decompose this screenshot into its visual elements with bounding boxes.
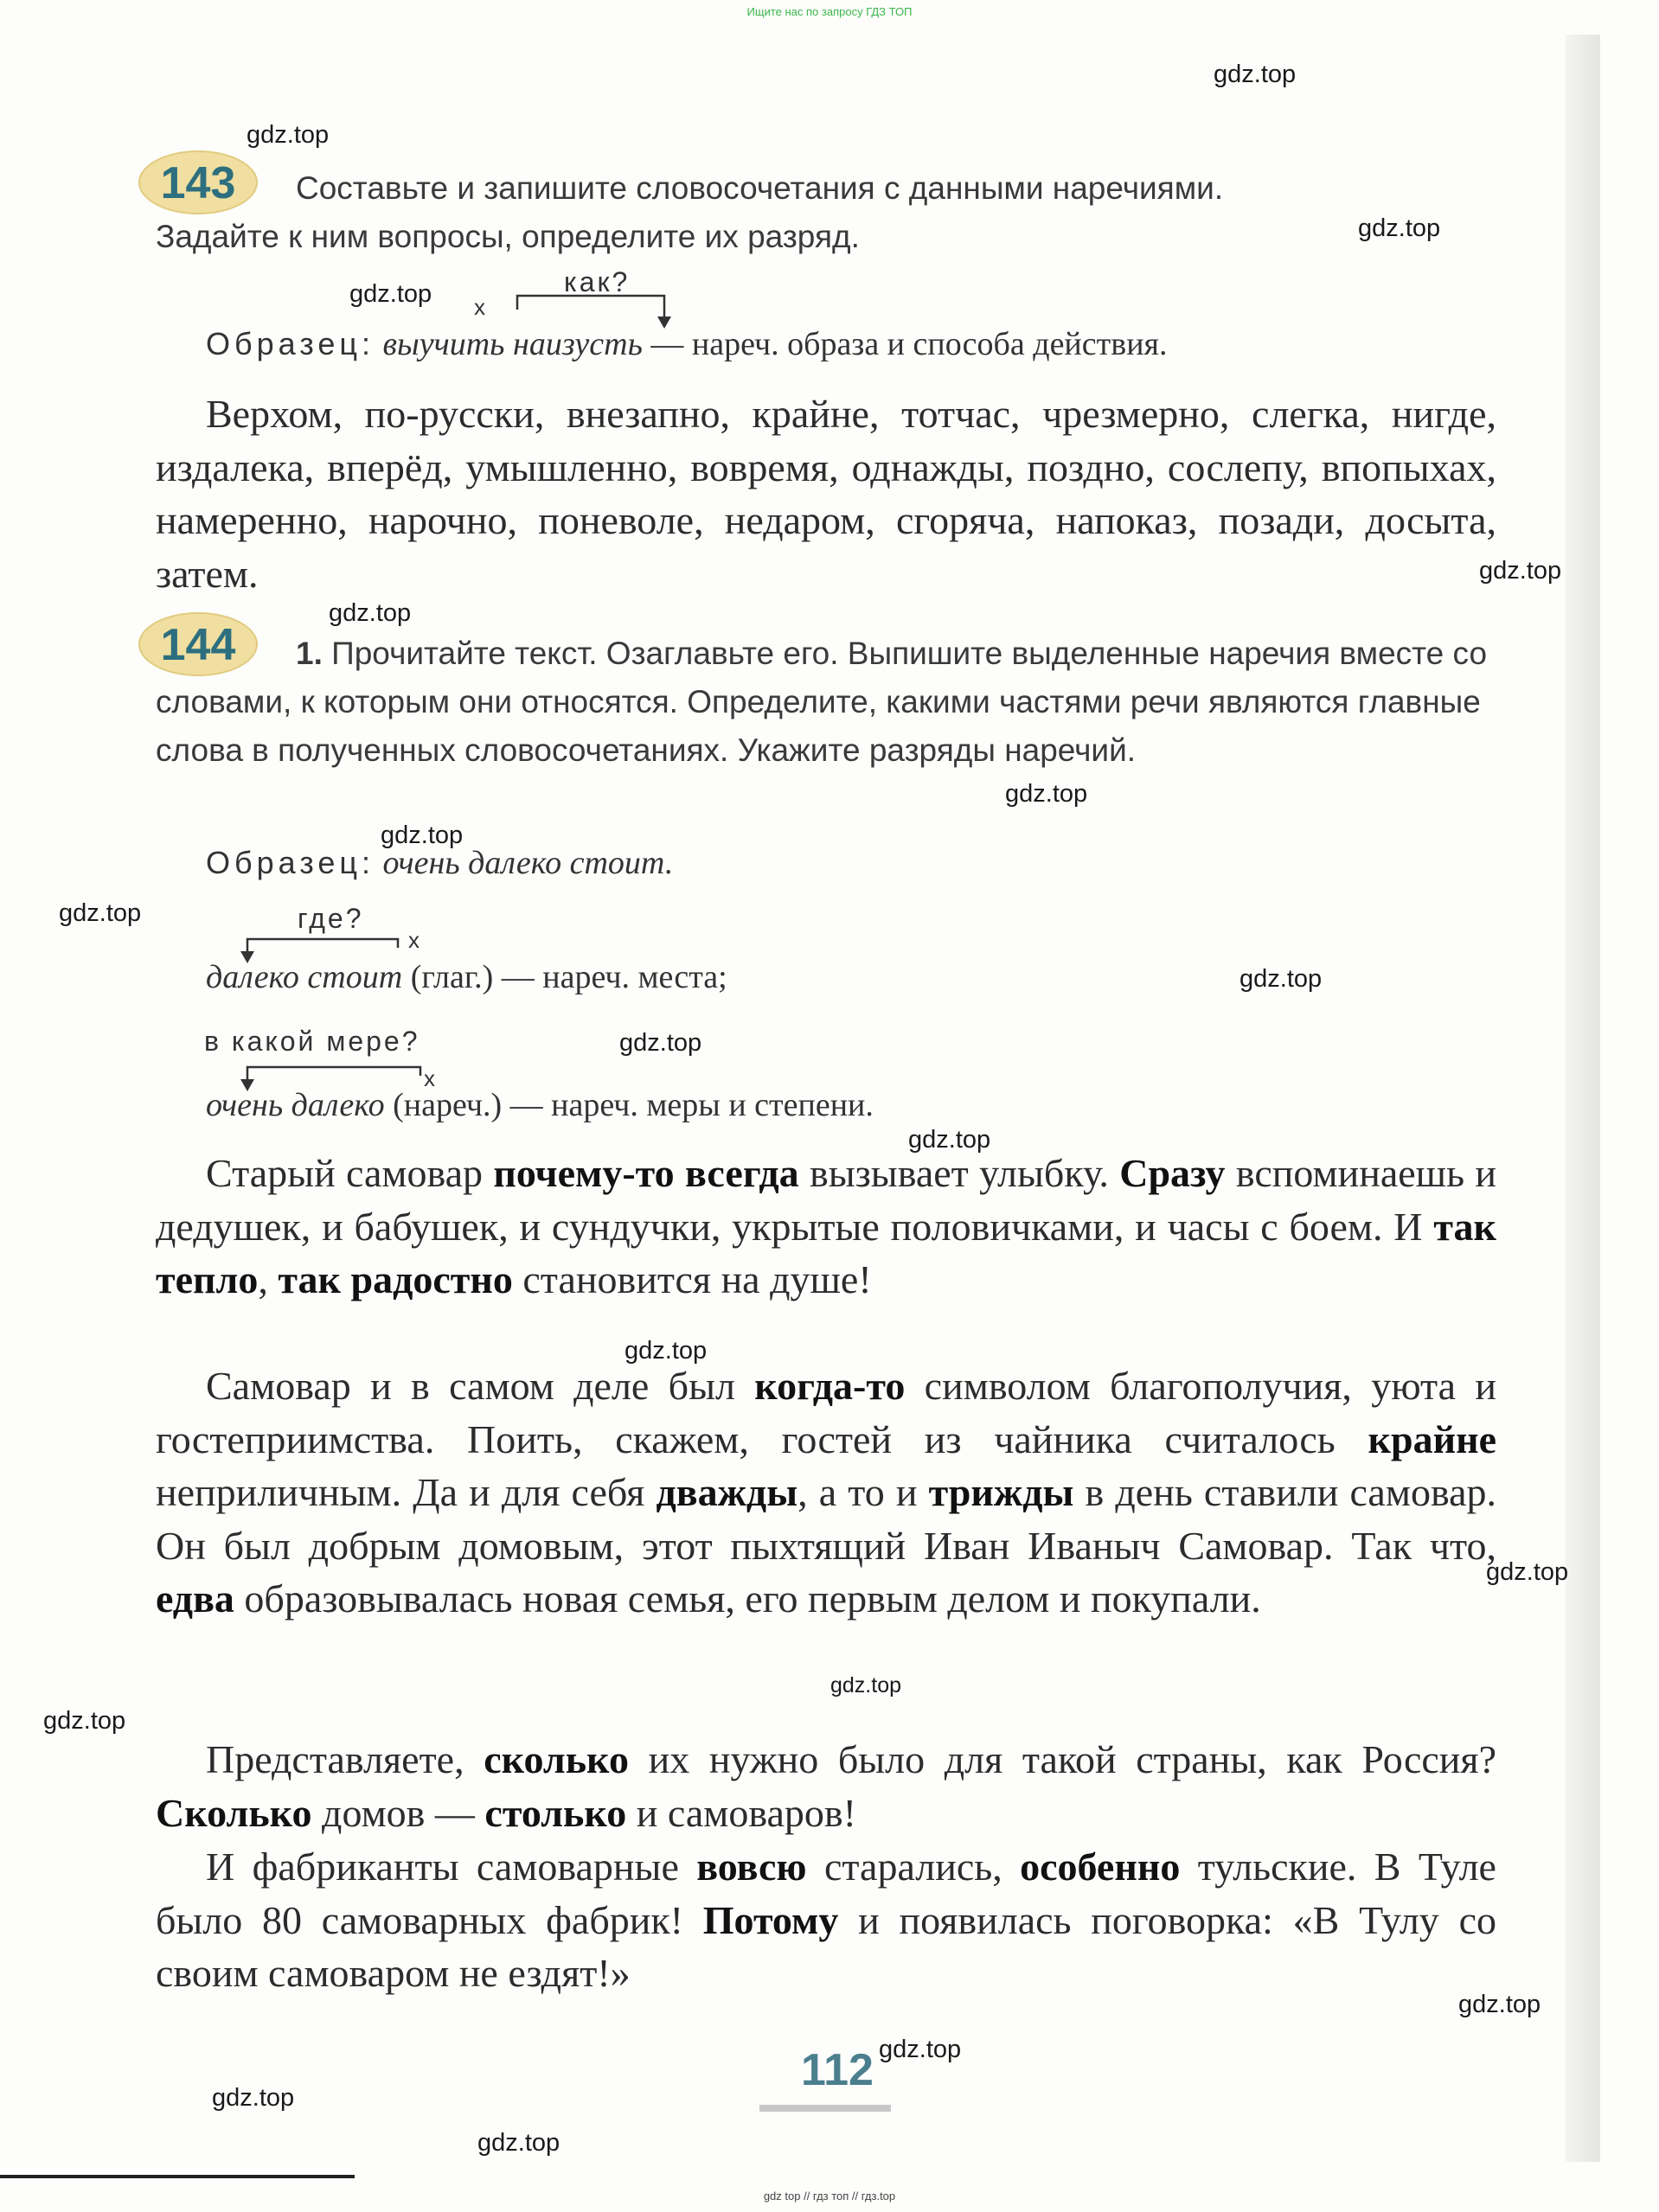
text-paragraph-4 (156, 1840, 1496, 2000)
sample-phrase: очень далеко стоит. (382, 845, 674, 881)
text-run: становится на душе! (512, 1257, 872, 1301)
task-number: 1. (296, 636, 323, 671)
footer-rule (0, 2175, 355, 2178)
text-run: домов — (311, 1790, 485, 1835)
watermark: gdz.top (59, 899, 142, 927)
exercise-number: 143 (160, 158, 236, 208)
highlighted-adverb: тепло (156, 1257, 259, 1301)
text-run: И фабриканты самоварные (206, 1844, 697, 1889)
text-paragraph-3 (156, 1733, 1496, 1839)
text-run: , а то и (797, 1470, 929, 1514)
highlighted-adverb: всегда (685, 1151, 799, 1195)
exercise-144-task (156, 630, 1496, 775)
footer-note: gdz top // гдз топ // гдз.top (763, 2190, 896, 2202)
text-run: и появилась поговорка: «В Тулу со своим самоваром не ездят!» (156, 1897, 1496, 1995)
text-run: их нужно было для такой страны, как Россия? (628, 1737, 1496, 1781)
watermark: gdz.top (1358, 214, 1441, 242)
highlighted-adverb: Потому (702, 1897, 839, 1942)
sample-phrase: очень далеко (206, 1087, 385, 1123)
text-run: неприличным. Да и для себя (156, 1470, 657, 1514)
schema-x: x (474, 294, 488, 320)
schema-x: x (424, 1065, 438, 1091)
page-number: 112 (801, 2045, 874, 2095)
text-run: в день ставили самовар. Он был добрым домовым, этот пыхтящий Иван Иваныч Самовар. Так что, (156, 1470, 1496, 1568)
task-text: Составьте и запишите словосочетания с данными наречиями. (296, 170, 1224, 206)
page-number-underline (759, 2105, 891, 2112)
text-run: старались, (806, 1844, 1021, 1889)
sample-line (206, 958, 727, 996)
highlighted-adverb: Сколько (156, 1790, 312, 1835)
exercise-number: 144 (160, 620, 236, 670)
sample-rest: (нареч.) — нареч. меры и степени. (393, 1087, 874, 1123)
text-run: , (258, 1257, 279, 1301)
watermark: gdz.top (1214, 61, 1297, 88)
sample-phrase: далеко стоит (206, 959, 403, 995)
highlighted-adverb: когда-то (754, 1364, 906, 1408)
highlighted-adverb: едва (156, 1576, 234, 1621)
sample-phrase: выучить наизусть (382, 326, 643, 362)
text-paragraph-1 (156, 1147, 1496, 1307)
highlighted-adverb: особенно (1020, 1844, 1181, 1889)
text-run (341, 1257, 351, 1301)
page-edge-shadow (1566, 35, 1600, 2162)
watermark: gdz.top (477, 2129, 560, 2157)
text-run: вызывает улыбку. (798, 1151, 1120, 1195)
watermark: gdz.top (43, 1707, 126, 1735)
sample-line (206, 1086, 874, 1124)
highlighted-adverb: столько (484, 1790, 627, 1835)
highlighted-adverb: так (278, 1257, 341, 1301)
text-run: и самоваров! (626, 1790, 856, 1835)
highlighted-adverb: дважды (656, 1470, 798, 1514)
watermark: gdz.top (625, 1337, 708, 1365)
schema-question: в какой мере? (204, 1026, 420, 1057)
highlighted-adverb: почему-то (493, 1151, 675, 1195)
text-run (675, 1151, 685, 1195)
text-paragraph-2 (156, 1359, 1496, 1626)
task-text: Задайте к ним вопросы, определите их разряд. (156, 219, 860, 254)
watermark: gdz.top (879, 2036, 962, 2063)
watermark: gdz.top (908, 1126, 991, 1154)
watermark: gdz.top (1486, 1558, 1569, 1586)
exercise-143-task (156, 164, 1496, 261)
watermark: gdz.top (349, 280, 432, 308)
schema-x: x (408, 927, 422, 953)
sample-rest: (глаг.) — нареч. места; (410, 959, 727, 995)
text-run: тульские. В Туле было 80 самоварных фабрик! (156, 1844, 1496, 1942)
schema-question: где? (298, 903, 364, 934)
highlighted-adverb: сколько (484, 1737, 629, 1781)
header-note: Ищите нас по запросу ГДЗ ТОП (746, 5, 913, 18)
exercise-144-sample (206, 844, 673, 882)
highlighted-adverb: трижды (928, 1470, 1074, 1514)
watermark: gdz.top (381, 822, 464, 849)
schema-question: как? (564, 266, 631, 297)
highlighted-adverb: вовсю (696, 1844, 807, 1889)
sample-label: Образец: (206, 845, 375, 880)
text-run: Старый самовар (206, 1151, 494, 1195)
watermark: gdz.top (1479, 557, 1562, 585)
watermark: gdz.top (212, 2084, 295, 2112)
text-run: образовывалась новая семья, его первым делом и покупали. (234, 1576, 1261, 1621)
sample-rest: — нареч. образа и способа действия. (650, 326, 1168, 362)
text-run: вспоминаешь и дедушек, и бабушек, и сундучки, укрытые половичками, и часы с боем. И (156, 1151, 1497, 1249)
sample-label: Образец: (206, 326, 375, 361)
watermark: gdz.top (247, 121, 330, 149)
watermark: gdz.top (1458, 1991, 1541, 2018)
exercise-143-sample (206, 325, 1168, 363)
watermark: gdz.top (619, 1029, 702, 1057)
watermark: gdz.top (1239, 965, 1323, 993)
text-run: Представляете, (206, 1737, 484, 1781)
highlighted-adverb: радостно (350, 1257, 513, 1301)
highlighted-adverb: крайне (1368, 1416, 1496, 1461)
watermark: gdz.top (329, 599, 412, 627)
highlighted-adverb: Сразу (1119, 1151, 1226, 1195)
watermark: gdz.top (1005, 780, 1088, 808)
watermark: gdz.top (830, 1673, 902, 1697)
highlighted-adverb: так (1433, 1204, 1496, 1249)
task-text: Прочитайте текст. Озаглавьте его. Выпишите выделенные наречия вместе со словами, к которым они относятся. Определите, какими частями речи являются главные слова в полученных словосочетаниях. Укажите разряды наречий. (156, 636, 1488, 768)
text-run: Самовар и в самом деле был (206, 1364, 755, 1408)
text-run: символом благополучия, уюта и гостеприимства. Поить, скажем, гостей из чайника считалось (156, 1364, 1496, 1461)
exercise-143-words: Верхом, по-русски, внезапно, крайне, тотчас, чрезмерно, слегка, нигде, издалека, вперёд, умышленно, вовремя, однажды, поздно, сослепу, впопыхах, намеренно, нарочно, поневоле, недаром, сгоряча, напоказ, позади, досыта, затем. (156, 392, 1496, 596)
